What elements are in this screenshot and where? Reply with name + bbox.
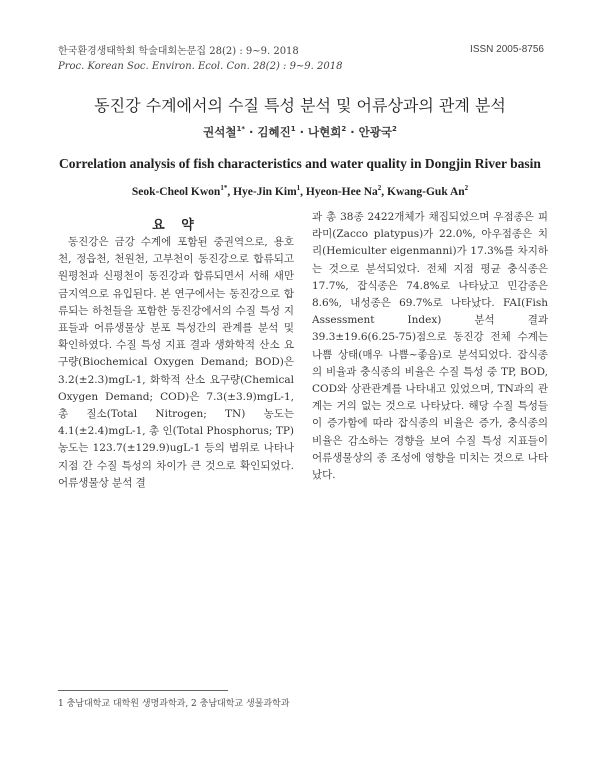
abstract-heading: 요 약 — [152, 218, 200, 233]
footnote-divider — [58, 690, 228, 691]
footnote-affiliations: 1 충남대학교 대학원 생명과학과, 2 충남대학교 생물과학과 — [58, 699, 290, 709]
author-ko: 나현희$^2$ — [308, 125, 347, 139]
author-ko: 권석철$^{1*}$ — [203, 125, 246, 139]
author-en: Hyeon-Hee Na$^2$ — [305, 184, 382, 198]
journal-title-ko: 한국환경생태학회 학술대회논문집 28(2) : 9~9. 2018 — [58, 46, 299, 57]
authors-ko: 권석철$^{1*}$ · 김혜진$^1$ · 나현희$^2$ · 안광국$^2$ — [203, 125, 397, 139]
journal-title-en: Proc. Korean Soc. Environ. Ecol. Con. 28(2) : 9~9. 2018 — [58, 61, 343, 72]
abstract-column-left — [58, 234, 294, 492]
author-ko: 안광국$^2$ — [358, 125, 397, 139]
abstract-paragraph-continued: 과 총 38종 2422개체가 채집되었으며 우점종은 피라미(Zacco platypus)가 22.0%, 아우점종은 치리(Hemiculter eigenmanni)가 17.3%를 차지하는 것으로 분석되었다. 전체 지점 평균 충식종은 17.7%, 잡식종은 74.8%로 나타났고 민감종은 8.6%, 내성종은 69.7%로 나타났다. FAI(Fish Assessment Index) 분석 결과 39.3±19.6(6.25-75)점으로 동진강 전체 수계는 나쁨 상태(매우 나쁨~좋음)로 분석되었다. 잡식종의 비율과 충식종의 비율은 수질 특성 중 TP, BOD, COD와 상관관계를 나타내고 있었으며, TN과의 관계는 거의 없는 것으로 나타났다. 해당 수질 특성들이 증가함에 따라 잡식종의 비율은 증가, 충식종의 비율은 감소하는 경향을 보여 수질 특성 지표들이 어류생물상의 종 조성에 영향을 미치는 것으로 나타났다. — [312, 211, 548, 482]
running-header — [58, 44, 342, 74]
abstract-column-right — [312, 209, 548, 484]
issn: ISSN 2005-8756 — [470, 44, 544, 55]
author-en: Kwang-Guk An$^2$ — [387, 184, 469, 198]
authors-en: Seok-Cheol Kwon$^{1*}$, Hye-Jin Kim$^1$, Hyeon-Hee Na$^2$, Kwang-Guk An$^2$ — [131, 184, 469, 198]
author-en: Seok-Cheol Kwon$^{1*}$ — [131, 184, 228, 198]
author-en: Hye-Jin Kim$^1$ — [233, 184, 301, 198]
author-ko: 김혜진$^1$ — [257, 125, 296, 139]
paper-title-en: Correlation analysis of fish characteristics and water quality in Dongjin River basin — [59, 156, 541, 171]
abstract-paragraph: 동진강은 금강 수계에 포함된 중권역으로, 용호천, 정읍천, 천원천, 고부천이 동진강으로 합류되고 원평천과 신평천이 동진강과 합류되면서 서해 새만금지역으로 유입된다. 본 연구에서는 동진강으로 합류되는 하천들을 포함한 동진강에서의 수질 특성 지표들과 어류생물상 분포 특성간의 관계를 분석 및 확인하였다. 수질 특성 지표 결과 생화학적 산소 요구량(Biochemical Oxygen Demand; BOD)은 3.2(±2.3)mgL-1, 화학적 산소 요구량(Chemical Oxygen Demand; COD)은 7.3(±3.9)mgL-1, 총 질소(Total Nitrogen; TN) 농도는 4.1(±2.4)mgL-1, 총 인(Total Phosphorus; TP)농도는 123.7(±129.9)ugL-1 등의 범위로 나타나 지점 간 수질 특성의 차이가 큰 것으로 확인되었다. 어류생물상 분석 결 — [58, 236, 294, 489]
paper-title-ko: 동진강 수계에서의 수질 특성 분석 및 어류상과의 관계 분석 — [94, 96, 506, 115]
